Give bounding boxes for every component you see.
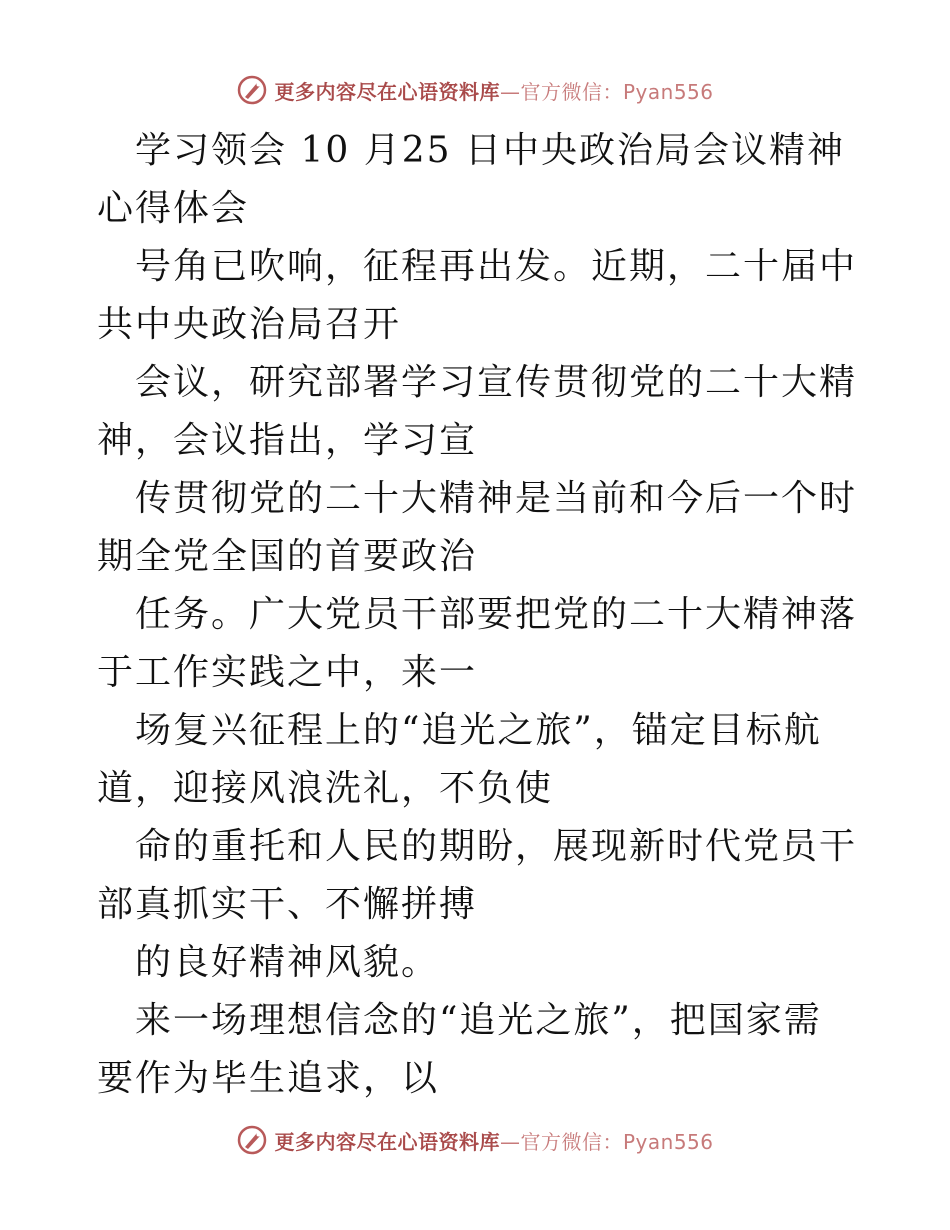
- paragraph-line: 会议，研究部署学习宣传贯彻党的二十大精神，会议指出，学习宣: [97, 362, 858, 461]
- paragraph-line: 传贯彻党的二十大精神是当前和今后一个时期全党全国的首要政治: [97, 478, 858, 577]
- paragraph-line: 命的重托和人民的期盼，展现新时代党员干部真抓实干、不懈拼搏: [97, 826, 858, 925]
- header-separator: —: [499, 79, 521, 104]
- document-body: [97, 122, 857, 1108]
- header-brand: 更多内容尽在心语资料库: [274, 79, 500, 104]
- paragraph-line: 来一场理想信念的“追光之旅”，把国家需要作为毕生追求，以: [97, 1000, 822, 1099]
- footer-brand: 更多内容尽在心语资料库: [274, 1129, 500, 1154]
- paragraph-line: 的良好精神风貌。: [135, 942, 440, 983]
- header-account: Pyan556: [622, 79, 714, 104]
- header-banner-text: [274, 76, 713, 105]
- footer-banner-text: [274, 1126, 713, 1155]
- footer-account: Pyan556: [622, 1129, 714, 1154]
- header-label: 官方微信：: [520, 79, 623, 104]
- pen-logo-icon: [236, 1124, 268, 1156]
- footer-banner: [0, 1120, 950, 1160]
- paragraph-line: 场复兴征程上的“追光之旅”，锚定目标航道，迎接风浪洗礼，不负使: [97, 710, 822, 809]
- paragraph-line: 任务。广大党员干部要把党的二十大精神落于工作实践之中，来一: [97, 594, 858, 693]
- header-banner: [0, 70, 950, 110]
- pen-logo-icon: [236, 74, 268, 106]
- footer-label: 官方微信：: [520, 1129, 623, 1154]
- footer-separator: —: [499, 1129, 521, 1154]
- document-title: 学习领会 10 月25 日中央政治局会议精神心得体会: [97, 130, 845, 229]
- paragraph-line: 号角已吹响，征程再出发。近期，二十届中共中央政治局召开: [97, 246, 858, 345]
